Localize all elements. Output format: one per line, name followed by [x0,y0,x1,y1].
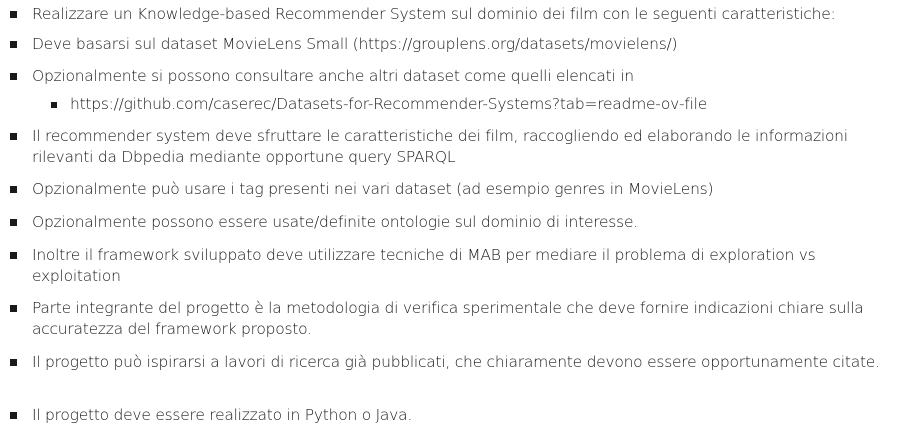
list-item [32,352,894,373]
list-item-text: Deve basarsi sul dataset MovieLens Small (https://grouplens.org/datasets/movielens/) [32,35,678,53]
list-item-text: Il progetto può ispirarsi a lavori di ricerca già pubblicati, che chiaramente devono essere opportunamente citate. [32,353,880,371]
list-item-text: Parte integrante del progetto è la metodologia di verifica sperimentale che deve fornire indicazioni chiare sulla accuratezza del framework proposto. [32,299,864,338]
list-item [32,34,894,55]
square-bullet-icon [10,41,17,48]
list-item-text: Inoltre il framework sviluppato deve utilizzare tecniche di MAB per mediare il problema di exploration vs exploitation [32,246,816,285]
list-item [32,126,894,168]
square-bullet-icon [10,305,17,312]
list-item [32,245,894,287]
square-bullet-icon [10,133,17,140]
list-item [32,298,894,340]
list-item-text: Realizzare un Knowledge-based Recommender System sul dominio dei film con le seguenti caratteristiche: [32,5,836,23]
square-bullet-icon [10,412,17,419]
dataset-link[interactable]: https://github.com/caserec/Datasets-for-Recommender-Systems?tab=readme-ov-file [70,95,708,113]
square-bullet-icon [10,219,17,226]
list-item-text: Il progetto deve essere realizzato in Python o Java. [32,406,413,424]
square-bullet-icon [10,252,17,259]
list-item [32,4,894,25]
list-item-text: Opzionalmente possono essere usate/definite ontologie sul dominio di interesse. [32,213,638,231]
list-item-text: Il recommender system deve sfruttare le caratteristiche dei film, raccogliendo ed elaborando le informazioni rilevanti da Dbpedia mediante opportune query SPARQL [32,127,848,166]
list-item [32,179,894,200]
list-item-text: Opzionalmente si possono consultare anche altri dataset come quelli elencati in [32,67,634,85]
list-item-text: Opzionalmente può usare i tag presenti nei vari dataset (ad esempio genres in MovieLens) [32,180,714,198]
square-bullet-icon [10,73,17,80]
square-bullet-icon [10,186,17,193]
sub-list-item [70,94,890,115]
list-item [32,212,894,233]
list-item [32,66,894,87]
square-bullet-icon [51,102,57,108]
square-bullet-icon [10,359,17,366]
list-item [32,405,894,426]
square-bullet-icon [10,11,17,18]
